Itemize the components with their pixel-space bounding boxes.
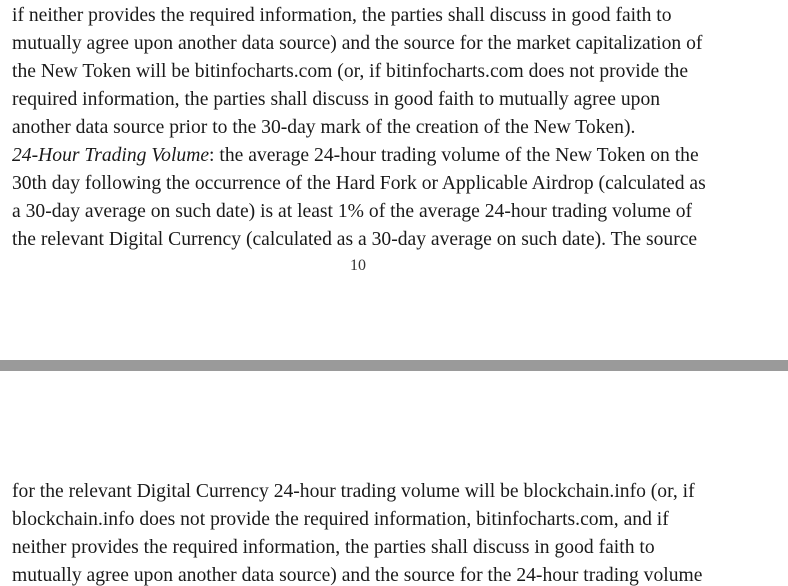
text-line: another data source prior to the 30-day mark of the creation of the New Token).: [12, 117, 636, 138]
text-line: mutually agree upon another data source) and the source for the market capitalization of: [12, 33, 703, 54]
text-line: if neither provides the required information, the parties shall discuss in good faith to: [12, 5, 672, 26]
text-line: mutually agree upon another data source) and the source for the 24-hour trading volume: [12, 565, 703, 586]
definition-line: [12, 142, 699, 170]
text-line: 30th day following the occurrence of the Hard Fork or Applicable Airdrop (calculated as: [12, 173, 706, 194]
definition-text: : the average 24-hour trading volume of the New Token on the: [209, 145, 699, 166]
text-line: the relevant Digital Currency (calculated as a 30-day average on such date). The source: [12, 229, 698, 250]
defined-term: 24-Hour Trading Volume: [12, 145, 210, 166]
text-line: blockchain.info does not provide the required information, bitinfocharts.com, and if: [12, 509, 669, 530]
text-line: required information, the parties shall discuss in good faith to mutually agree upon: [12, 89, 661, 110]
document-page-11: [0, 371, 788, 586]
text-line: the New Token will be bitinfocharts.com (or, if bitinfocharts.com does not provide the: [12, 61, 689, 82]
text-line: for the relevant Digital Currency 24-hour trading volume will be blockchain.info (or, if: [12, 481, 695, 502]
text-line: a 30-day average on such date) is at least 1% of the average 24-hour trading volume of: [12, 201, 693, 222]
text-line: neither provides the required information, the parties shall discuss in good faith to: [12, 537, 655, 558]
page-separator: [0, 360, 788, 371]
page-number: 10: [350, 257, 366, 274]
